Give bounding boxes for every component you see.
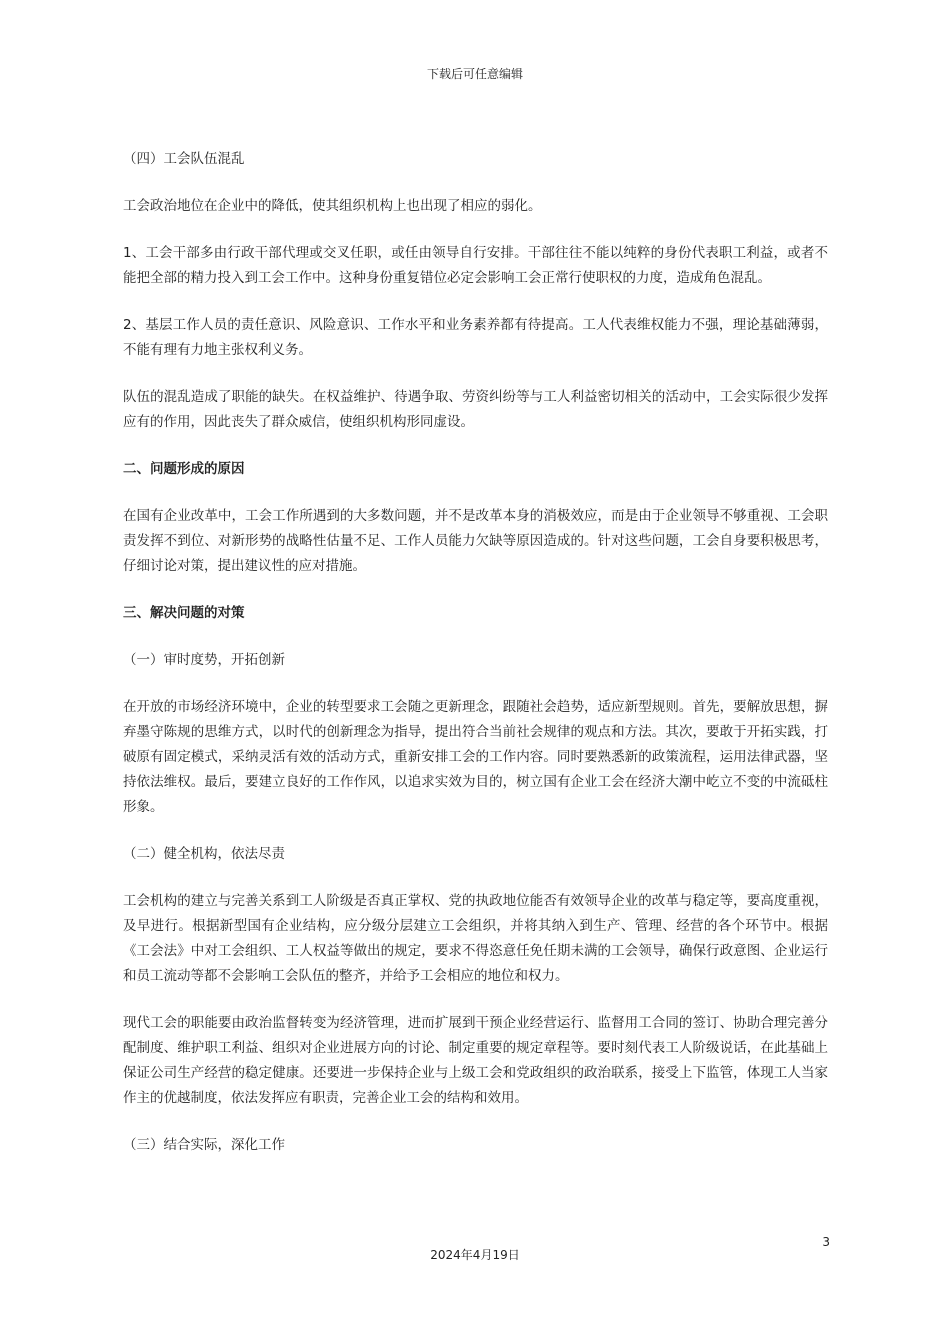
section-heading-countermeasures: 三、解决问题的对策 (123, 605, 245, 621)
paragraph: 工会政治地位在企业中的降低，使其组织机构上也出现了相应的弱化。 (123, 198, 542, 214)
footer-date: 2024年4月19日 (430, 1248, 520, 1262)
subheading-team-chaos: （四）工会队伍混乱 (123, 151, 245, 167)
subheading-innovation: （一）审时度势，开拓创新 (123, 652, 285, 668)
paragraph: 1、工会干部多由行政干部代理或交叉任职，或任由领导自行安排。干部往往不能以纯粹的身份代表职工利益，或者不能把全部的精力投入到工会工作中。这种身份重复错位必定会影响工会正常行使职权的力度，造成角色混乱。 (123, 245, 828, 286)
document-body (123, 147, 828, 1180)
paragraph: 队伍的混乱造成了职能的缺失。在权益维护、待遇争取、劳资纠纷等与工人利益密切相关的活动中，工会实际很少发挥应有的作用，因此丧失了群众威信，使组织机构形同虚设。 (123, 389, 828, 430)
paragraph: 2、基层工作人员的责任意识、风险意识、工作水平和业务素养都有待提高。工人代表维权能力不强，理论基础薄弱，不能有理有力地主张权利义务。 (123, 317, 828, 358)
section-heading-causes: 二、问题形成的原因 (123, 461, 245, 477)
paragraph: 在开放的市场经济环境中，企业的转型要求工会随之更新理念，跟随社会趋势，适应新型规则。首先，要解放思想，摒弃墨守陈规的思维方式，以时代的创新理念为指导，提出符合当前社会规律的观点和方法。其次，要敢于开拓实践，打破原有固定模式，采纳灵活有效的活动方式，重新安排工会的工作内容。同时要熟悉新的政策流程，运用法律武器，坚持依法维权。最后，要建立良好的工作作风，以追求实效为目的，树立国有企业工会在经济大潮中屹立不变的中流砥柱形象。 (123, 699, 828, 815)
subheading-institutions: （二）健全机构，依法尽责 (123, 846, 285, 862)
page-header: 下载后可任意编辑 (426, 67, 523, 81)
paragraph: 现代工会的职能要由政治监督转变为经济管理，进而扩展到干预企业经营运行、监督用工合同的签订、协助合理完善分配制度、维护职工利益、组织对企业进展方向的讨论、制定重要的规定章程等。要时刻代表工人阶级说话，在此基础上保证公司生产经营的稳定健康。还要进一步保持企业与上级工会和党政组织的政治联系，接受上下监管，体现工人当家作主的优越制度，依法发挥应有职责，完善企业工会的结构和效用。 (123, 1015, 828, 1106)
paragraph: 在国有企业改革中，工会工作所遇到的大多数问题，并不是改革本身的消极效应，而是由于企业领导不够重视、工会职责发挥不到位、对新形势的战略性估量不足、工作人员能力欠缺等原因造成的。针对这些问题，工会自身要积极思考，仔细讨论对策，提出建议性的应对措施。 (123, 508, 828, 574)
subheading-practice: （三）结合实际，深化工作 (123, 1137, 285, 1153)
paragraph: 工会机构的建立与完善关系到工人阶级是否真正掌权、党的执政地位能否有效领导企业的改革与稳定等，要高度重视，及早进行。根据新型国有企业结构，应分级分层建立工会组织，并将其纳入到生产、管理、经营的各个环节中。根据《工会法》中对工会组织、工人权益等做出的规定，要求不得恣意任免任期未满的工会领导，确保行政意图、企业运行和员工流动等都不会影响工会队伍的整齐，并给予工会相应的地位和权力。 (123, 893, 828, 984)
page-number: 3 (822, 1235, 830, 1249)
